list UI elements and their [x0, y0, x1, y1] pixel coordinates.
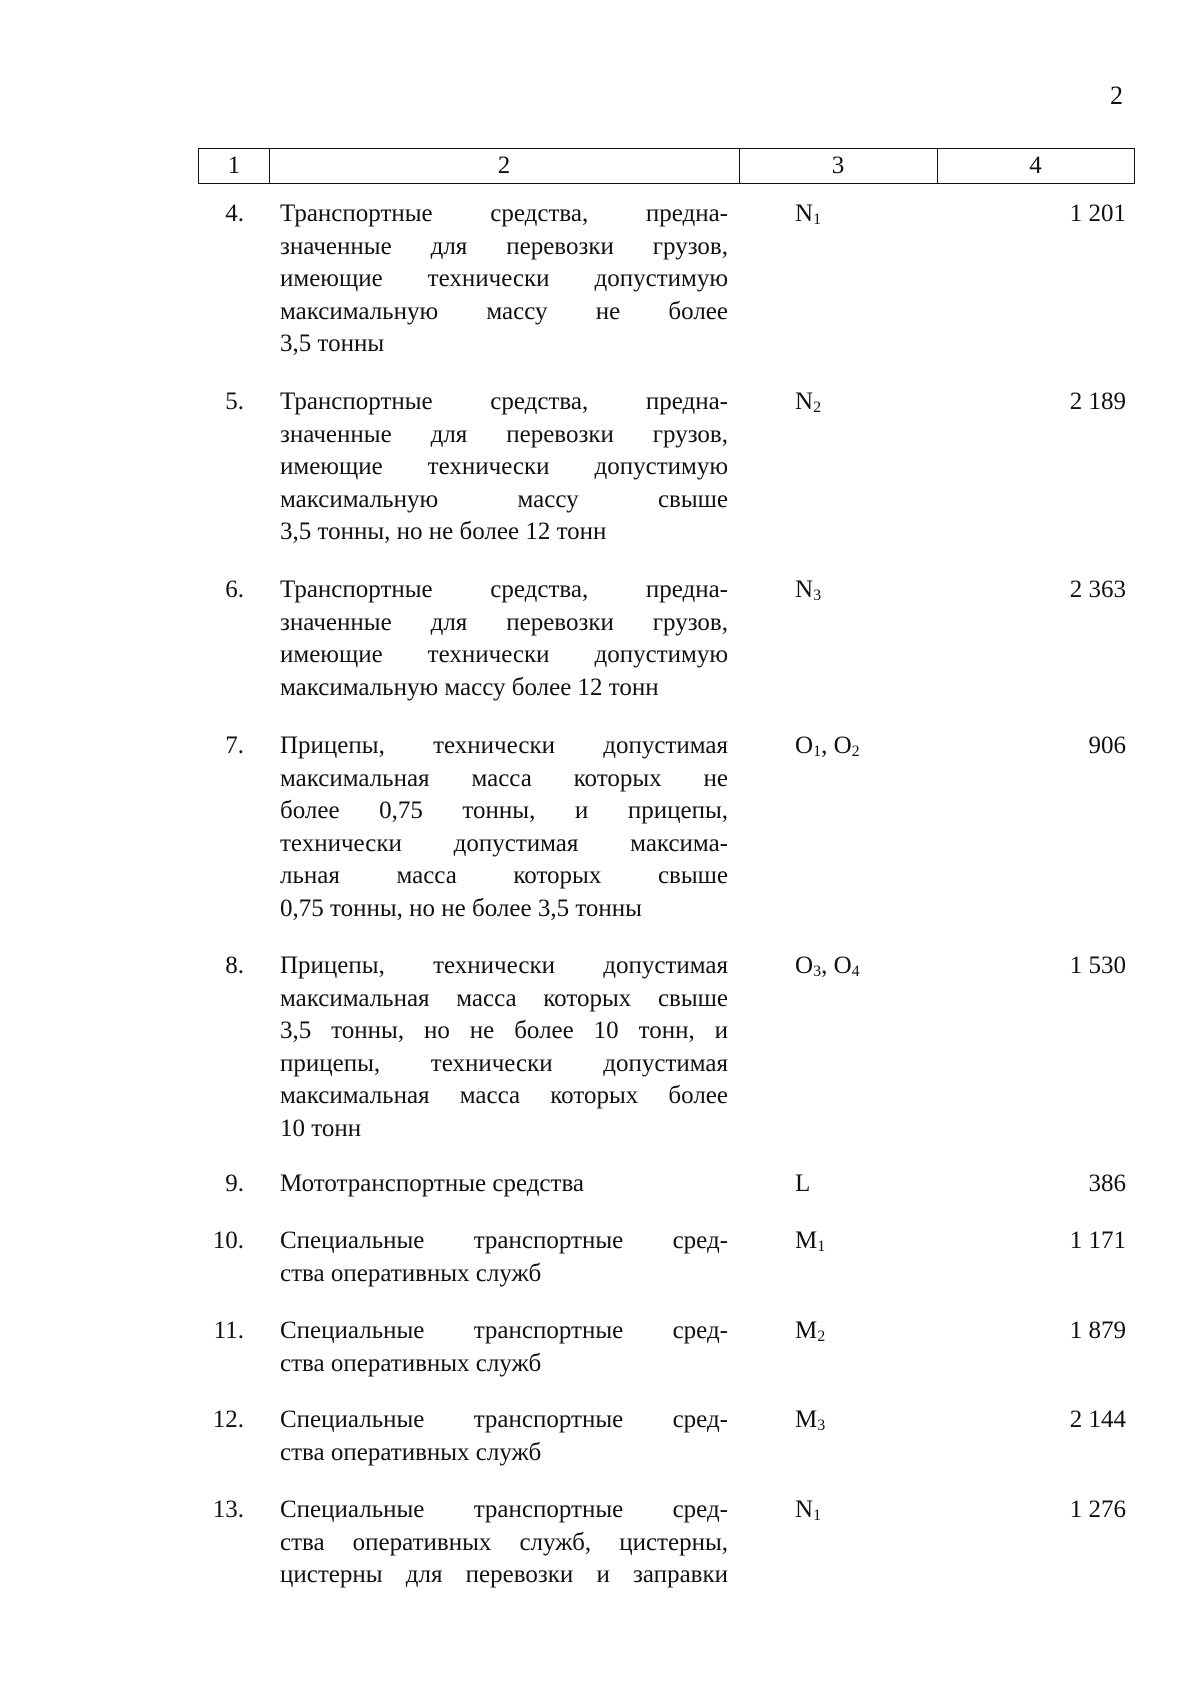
row-value: 906	[1088, 732, 1126, 759]
description-line: максимальная масса которых не	[280, 764, 728, 792]
page-number: 2	[1110, 81, 1123, 110]
description-line: 10 тонн	[280, 1114, 362, 1142]
row-number: 8.	[225, 952, 244, 979]
row-value: 1 201	[1069, 200, 1126, 227]
table-header	[198, 148, 1135, 184]
description-line: технически допустимая максима-	[280, 829, 728, 857]
description-line: цистерны для перевозки и заправки	[280, 1561, 728, 1588]
row-category: L	[795, 1170, 811, 1197]
description-line: более 0,75 тонны, и прицепы,	[280, 797, 728, 824]
row-value: 1 171	[1069, 1227, 1126, 1254]
row-category: $O_3$, $O_4$	[795, 952, 860, 980]
row-number: 9.	[225, 1170, 244, 1197]
description-line: ства оперативных служб, цистерны,	[280, 1528, 728, 1556]
description-line: максимальную массу свыше	[280, 485, 728, 513]
row-number: 7.	[225, 732, 244, 759]
row-description	[280, 1494, 728, 1592]
description-line: льная масса которых свыше	[280, 862, 728, 889]
header-col-4: 4	[1029, 152, 1042, 179]
row-number: 13.	[212, 1496, 244, 1523]
row-value: 2 144	[1069, 1406, 1126, 1433]
description-line: 0,75 тонны, но не более 3,5 тонны	[280, 894, 642, 922]
description-line: максимальную массу более 12 тонн	[280, 673, 659, 701]
description-line: Прицепы, технически допустимая	[280, 732, 728, 759]
row-category: $N_1$	[795, 200, 822, 228]
description-line: ства оперативных служб	[280, 1438, 542, 1466]
description-line: Транспортные средства, предна-	[280, 576, 728, 603]
row-category: $M_3$	[795, 1406, 826, 1434]
description-line: Специальные транспортные сред-	[280, 1317, 728, 1344]
row-description	[280, 950, 728, 1145]
description-line: прицепы, технически допустимая	[280, 1049, 728, 1077]
row-number: 12.	[212, 1406, 244, 1433]
description-line: значенные для перевозки грузов,	[280, 420, 728, 448]
row-category: $M_1$	[795, 1227, 826, 1255]
description-line: 3,5 тонны, но не более 12 тонн	[280, 518, 607, 545]
row-number: 11.	[213, 1317, 244, 1344]
row-description	[280, 1168, 728, 1201]
description-line: Специальные транспортные сред-	[280, 1227, 728, 1254]
row-description	[280, 1404, 728, 1469]
row-description	[280, 1315, 728, 1380]
row-description	[280, 730, 728, 925]
description-line: Специальные транспортные сред-	[280, 1496, 728, 1523]
description-line: имеющие технически допустимую	[280, 641, 728, 668]
row-category: $N_2$	[795, 388, 822, 416]
description-line: Специальные транспортные сред-	[280, 1406, 728, 1433]
row-description	[280, 198, 728, 361]
description-line: ства оперативных служб	[280, 1349, 542, 1377]
row-description	[280, 1225, 728, 1290]
description-line: Транспортные средства, предна-	[280, 388, 728, 415]
description-line: Транспортные средства, предна-	[280, 200, 728, 227]
row-number: 6.	[225, 576, 244, 603]
description-line: имеющие технически допустимую	[280, 265, 728, 292]
description-line: 3,5 тонны	[280, 330, 385, 357]
row-description	[280, 574, 728, 704]
row-number: 4.	[225, 200, 244, 227]
description-line: имеющие технически допустимую	[280, 453, 728, 480]
description-line: максимальная масса которых более	[280, 1082, 728, 1109]
row-value: 2 363	[1069, 576, 1126, 603]
row-value: 2 189	[1069, 388, 1126, 415]
header-col-3: 3	[739, 149, 938, 183]
row-value: 1 276	[1069, 1496, 1126, 1523]
row-number: 10.	[212, 1227, 244, 1254]
header-col-2: 2	[269, 149, 740, 183]
description-line: Прицепы, технически допустимая	[280, 952, 728, 979]
row-value: 1 530	[1069, 952, 1126, 979]
description-line: ства оперативных служб	[280, 1259, 542, 1287]
description-line: максимальную массу не более	[280, 297, 728, 325]
description-line: значенные для перевозки грузов,	[280, 232, 728, 260]
description-line: Мототранспортные средства	[280, 1170, 585, 1197]
row-category: $N_1$	[795, 1496, 822, 1524]
header-col-1: 1	[199, 149, 270, 183]
row-description	[280, 386, 728, 549]
description-line: значенные для перевозки грузов,	[280, 608, 728, 636]
row-category: $M_2$	[795, 1317, 826, 1345]
row-value: 1 879	[1069, 1317, 1126, 1344]
description-line: максимальная масса которых свыше	[280, 984, 728, 1012]
row-value: 386	[1088, 1170, 1126, 1197]
row-number: 5.	[225, 388, 244, 415]
row-category: $O_1$, $O_2$	[795, 732, 860, 760]
row-category: $N_3$	[795, 576, 822, 604]
description-line: 3,5 тонны, но не более 10 тонн, и	[280, 1017, 728, 1044]
